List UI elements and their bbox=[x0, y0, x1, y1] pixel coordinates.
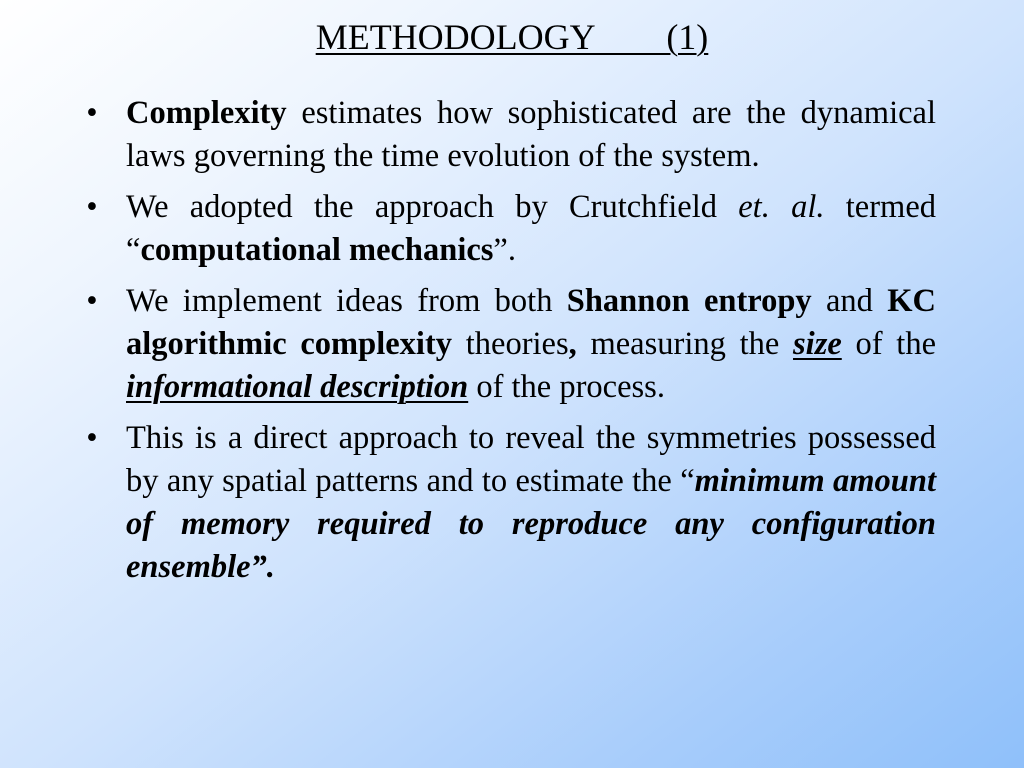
term-shannon-entropy: Shannon entropy bbox=[566, 283, 812, 319]
term-informational-description: informational description bbox=[126, 369, 469, 405]
term-kc-complexity: KC algorithmic complexity bbox=[126, 283, 936, 362]
slide-title bbox=[0, 14, 1024, 60]
bullet-text: of the process. bbox=[468, 369, 665, 405]
term-computational-mechanics: computational mechanics bbox=[140, 232, 494, 268]
et-al-text: et. al. bbox=[738, 189, 825, 225]
bullet-text: theories bbox=[452, 326, 569, 362]
bullet-text: and bbox=[811, 283, 888, 319]
bullet-text: We implement ideas from both bbox=[126, 283, 567, 319]
bullet-complexity bbox=[82, 92, 936, 178]
term-size: size bbox=[793, 326, 842, 362]
bullet-text: measuring the bbox=[576, 326, 794, 362]
bullet-approach bbox=[82, 186, 936, 272]
bullet-implementation bbox=[82, 280, 936, 409]
bullet-marker: • bbox=[86, 420, 98, 456]
quote-minimum-memory: minimum amount of memory required to reproduce any configuration ensemble”. bbox=[126, 463, 936, 585]
bold-comma: , bbox=[568, 326, 577, 362]
bullet-text: estimates how sophisticated are the dynamical laws governing the time evolution of the system. bbox=[126, 95, 936, 174]
slide-title-text: METHODOLOGY (1) bbox=[315, 17, 709, 57]
bullet-text: This is a direct approach to reveal the symmetries possessed by any spatial patterns and to estimate the “ bbox=[126, 420, 936, 499]
bullet-text: termed “ bbox=[126, 189, 936, 268]
bullet-text: We adopted the approach by Crutchfield bbox=[126, 189, 739, 225]
bullet-text: of the bbox=[841, 326, 936, 362]
bullet-marker: • bbox=[86, 283, 98, 319]
bullet-marker: • bbox=[86, 95, 98, 131]
term-complexity: Complexity bbox=[126, 95, 287, 131]
bullet-list bbox=[82, 92, 936, 597]
bullet-direct-approach bbox=[82, 417, 936, 589]
bullet-text: ”. bbox=[493, 232, 516, 268]
bullet-marker: • bbox=[86, 189, 98, 225]
